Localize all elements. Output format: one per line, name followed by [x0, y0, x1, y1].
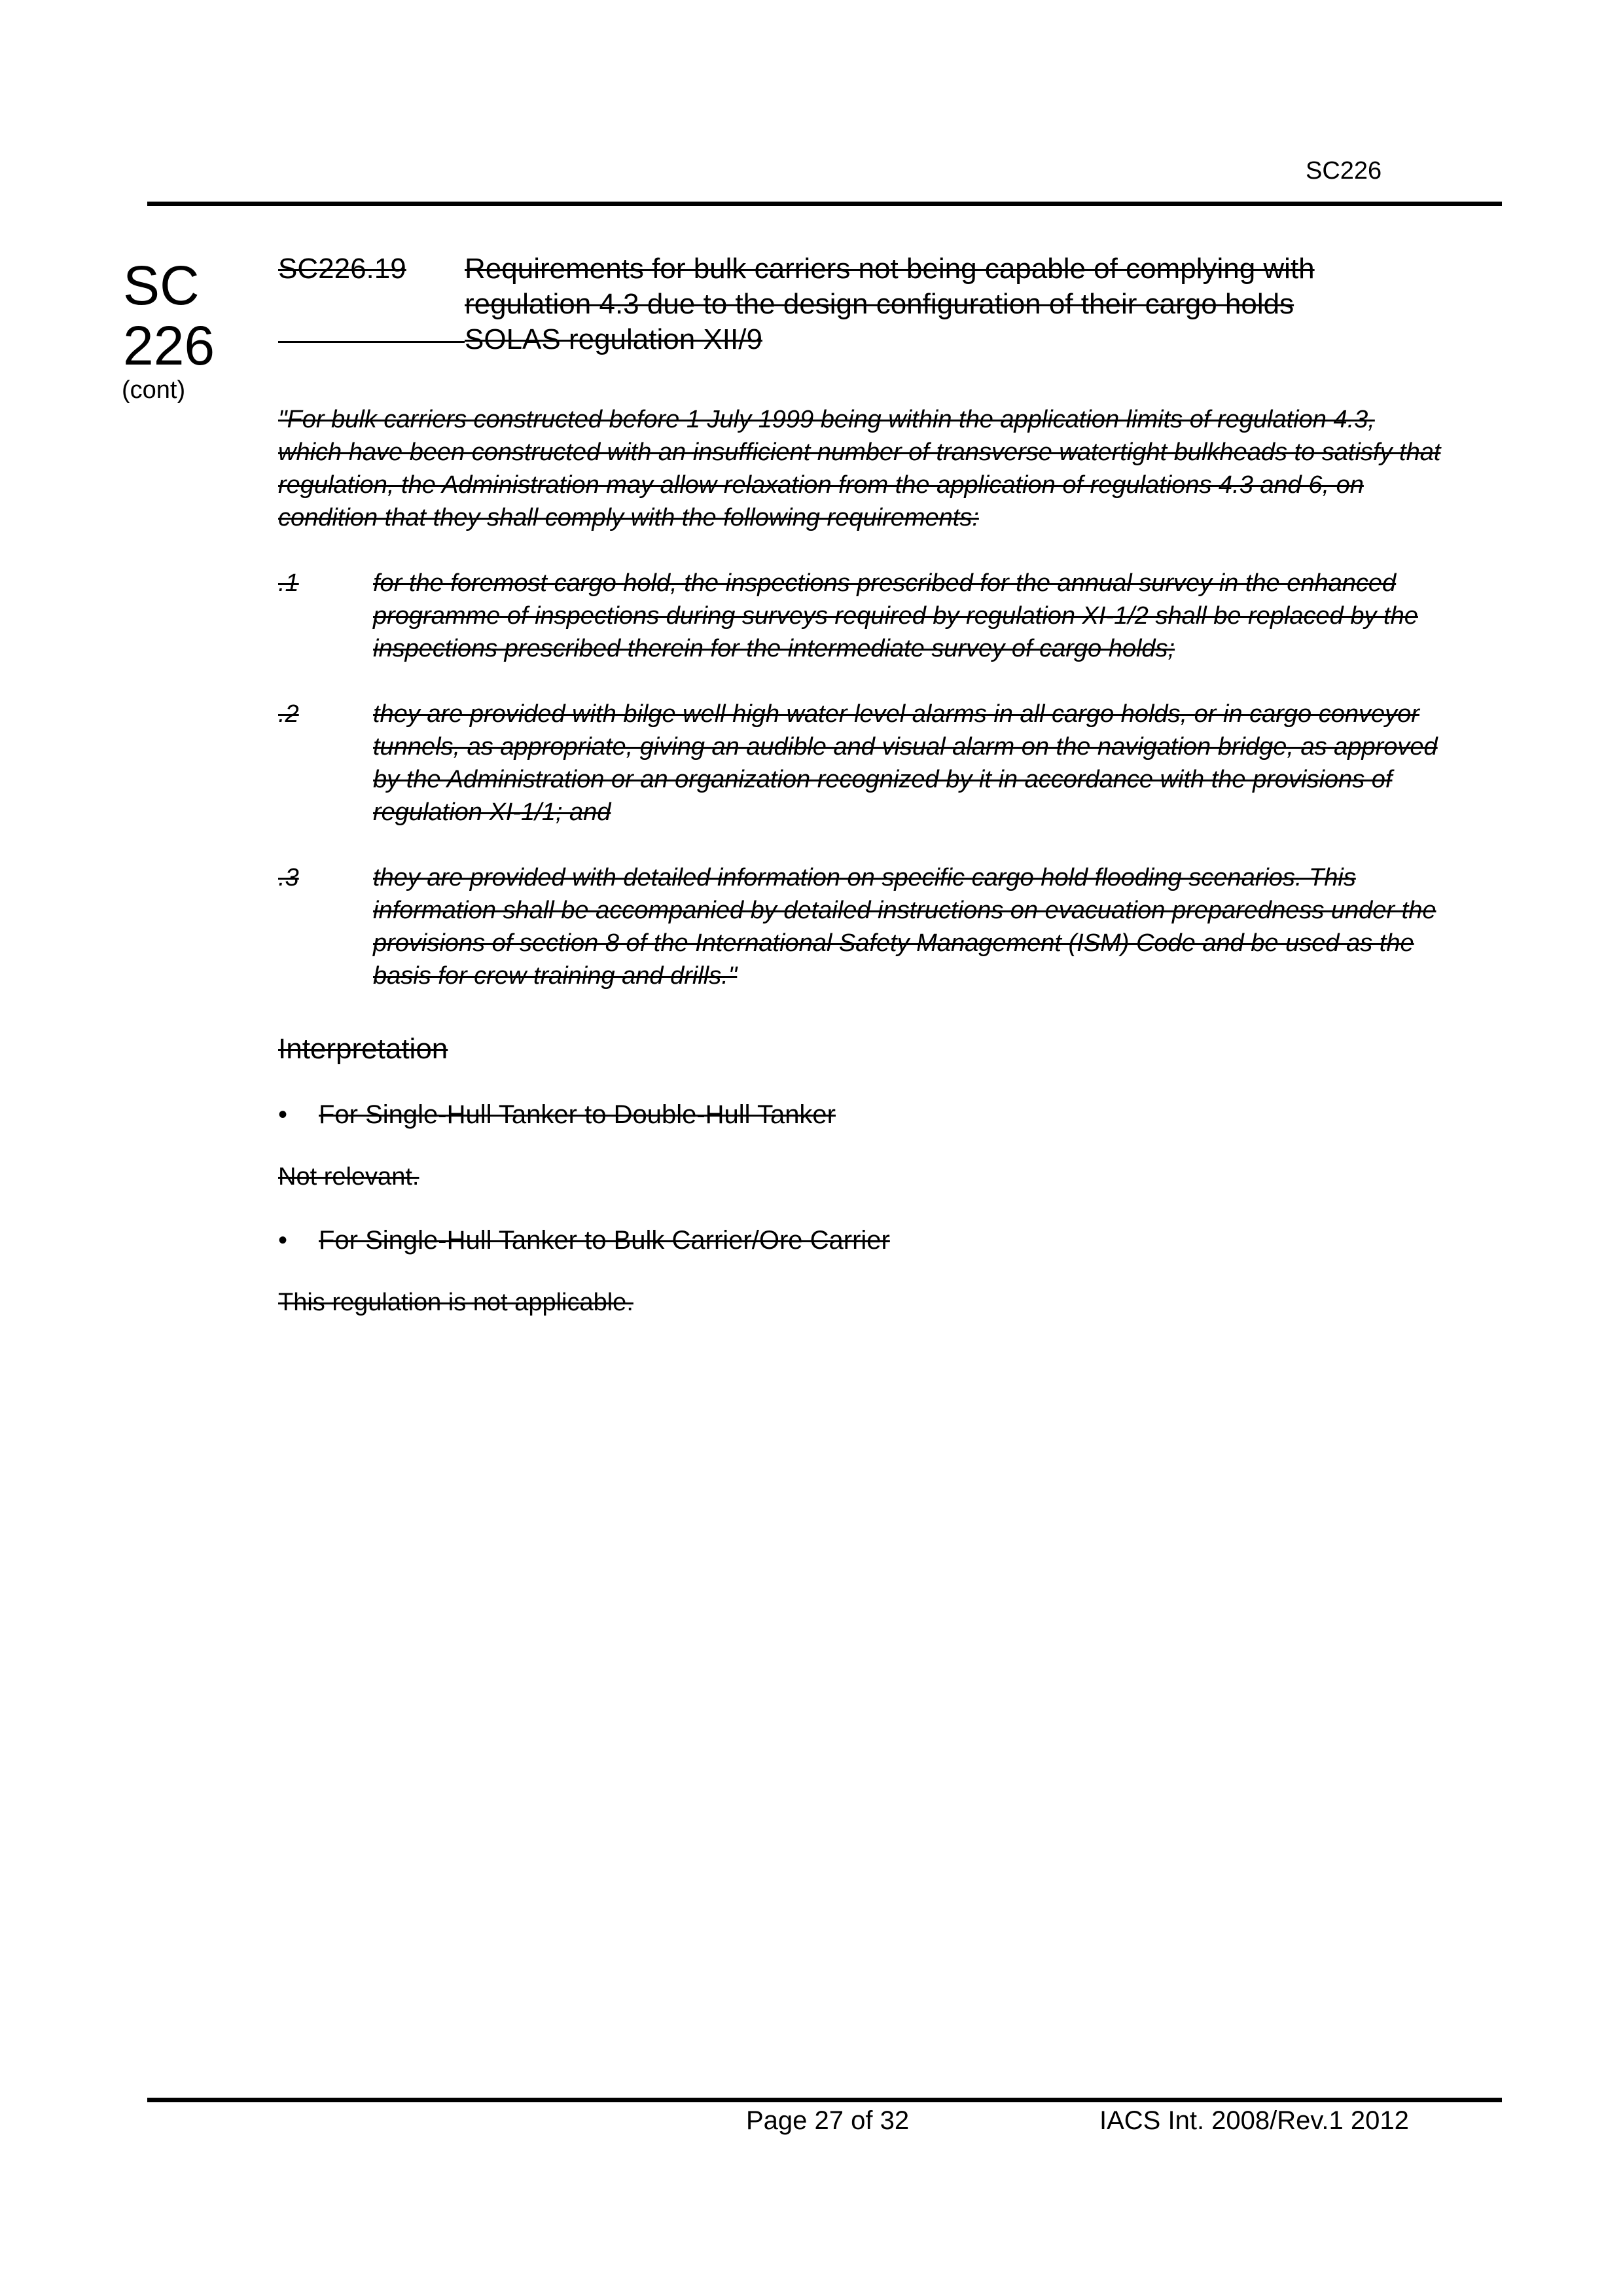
footer-rule	[147, 2098, 1502, 2102]
quote-item-text: they are provided with bilge well high water level alarms in all cargo holds, or in cargo conveyor tunnels, as appropriate, giving an audible and visual alarm on the navigation bridge, as approved by the Administration or an organization recognized by it in accordance with the provisions of regulation XI-1/1; and	[373, 700, 1438, 826]
margin-tag-number: 226	[123, 315, 215, 376]
reference-strike-stub	[278, 341, 465, 343]
quote-item-number: .3	[278, 864, 299, 891]
interpretation-bullet	[278, 1098, 1456, 1131]
main-content	[278, 251, 1456, 1318]
interpretation-heading: Interpretation	[278, 1033, 448, 1065]
interpretation-bullet	[278, 1224, 1456, 1257]
page-number: Page 27 of 32	[746, 2106, 910, 2135]
section-reference-line	[278, 322, 1456, 357]
running-head: SC226	[1306, 157, 1382, 185]
bullet-icon: •	[278, 1226, 288, 1255]
quote-item	[278, 861, 1456, 992]
quote-item	[278, 567, 1456, 665]
interpretation-answer: Not relevant.	[278, 1163, 419, 1191]
quote-item-number: .1	[278, 569, 299, 597]
margin-tag	[123, 255, 228, 404]
quote-item-text: for the foremost cargo hold, the inspections prescribed for the annual survey in the enhanced programme of inspections during surveys required by regulation XI-1/2 shall be replaced by the inspections prescribed therein for the intermediate survey of cargo holds;	[373, 569, 1418, 662]
margin-tag-sc: SC	[123, 255, 200, 316]
quote-item-number: .2	[278, 700, 299, 728]
quote-item-text: they are provided with detailed information on specific cargo hold flooding scenarios. This information shall be accompanied by detailed instructions on evacuation preparedness under the provisions of section 8 of the International Safety Management (ISM) Code and be used as the basis for crew training and drills."	[373, 864, 1436, 990]
section-heading	[278, 251, 1456, 322]
interpretation-answer: This regulation is not applicable.	[278, 1289, 633, 1316]
margin-tag-cont: (cont)	[122, 376, 186, 404]
section-reference: SOLAS regulation XII/9	[465, 323, 762, 355]
bullet-icon: •	[278, 1100, 288, 1129]
document-reference: IACS Int. 2008/Rev.1 2012	[1099, 2106, 1409, 2135]
quote-item	[278, 698, 1456, 829]
section-title: Requirements for bulk carriers not being capable of complying with regulation 4.3 due to the design configuration of their cargo holds	[465, 253, 1315, 320]
bullet-text: For Single-Hull Tanker to Double-Hull Tanker	[319, 1100, 836, 1129]
header-rule	[147, 202, 1502, 206]
section-number: SC226.19	[278, 253, 406, 285]
quote-intro: "For bulk carriers constructed before 1 July 1999 being within the application limits of regulation 4.3, which have been constructed with an insufficient number of transverse watertight bulkheads to satisfy that regulation, the Administration may allow relaxation from the application of regulations 4.3 and 6, on condition that they shall comply with the following requirements:	[278, 406, 1441, 531]
bullet-text: For Single-Hull Tanker to Bulk Carrier/Ore Carrier	[319, 1226, 890, 1255]
